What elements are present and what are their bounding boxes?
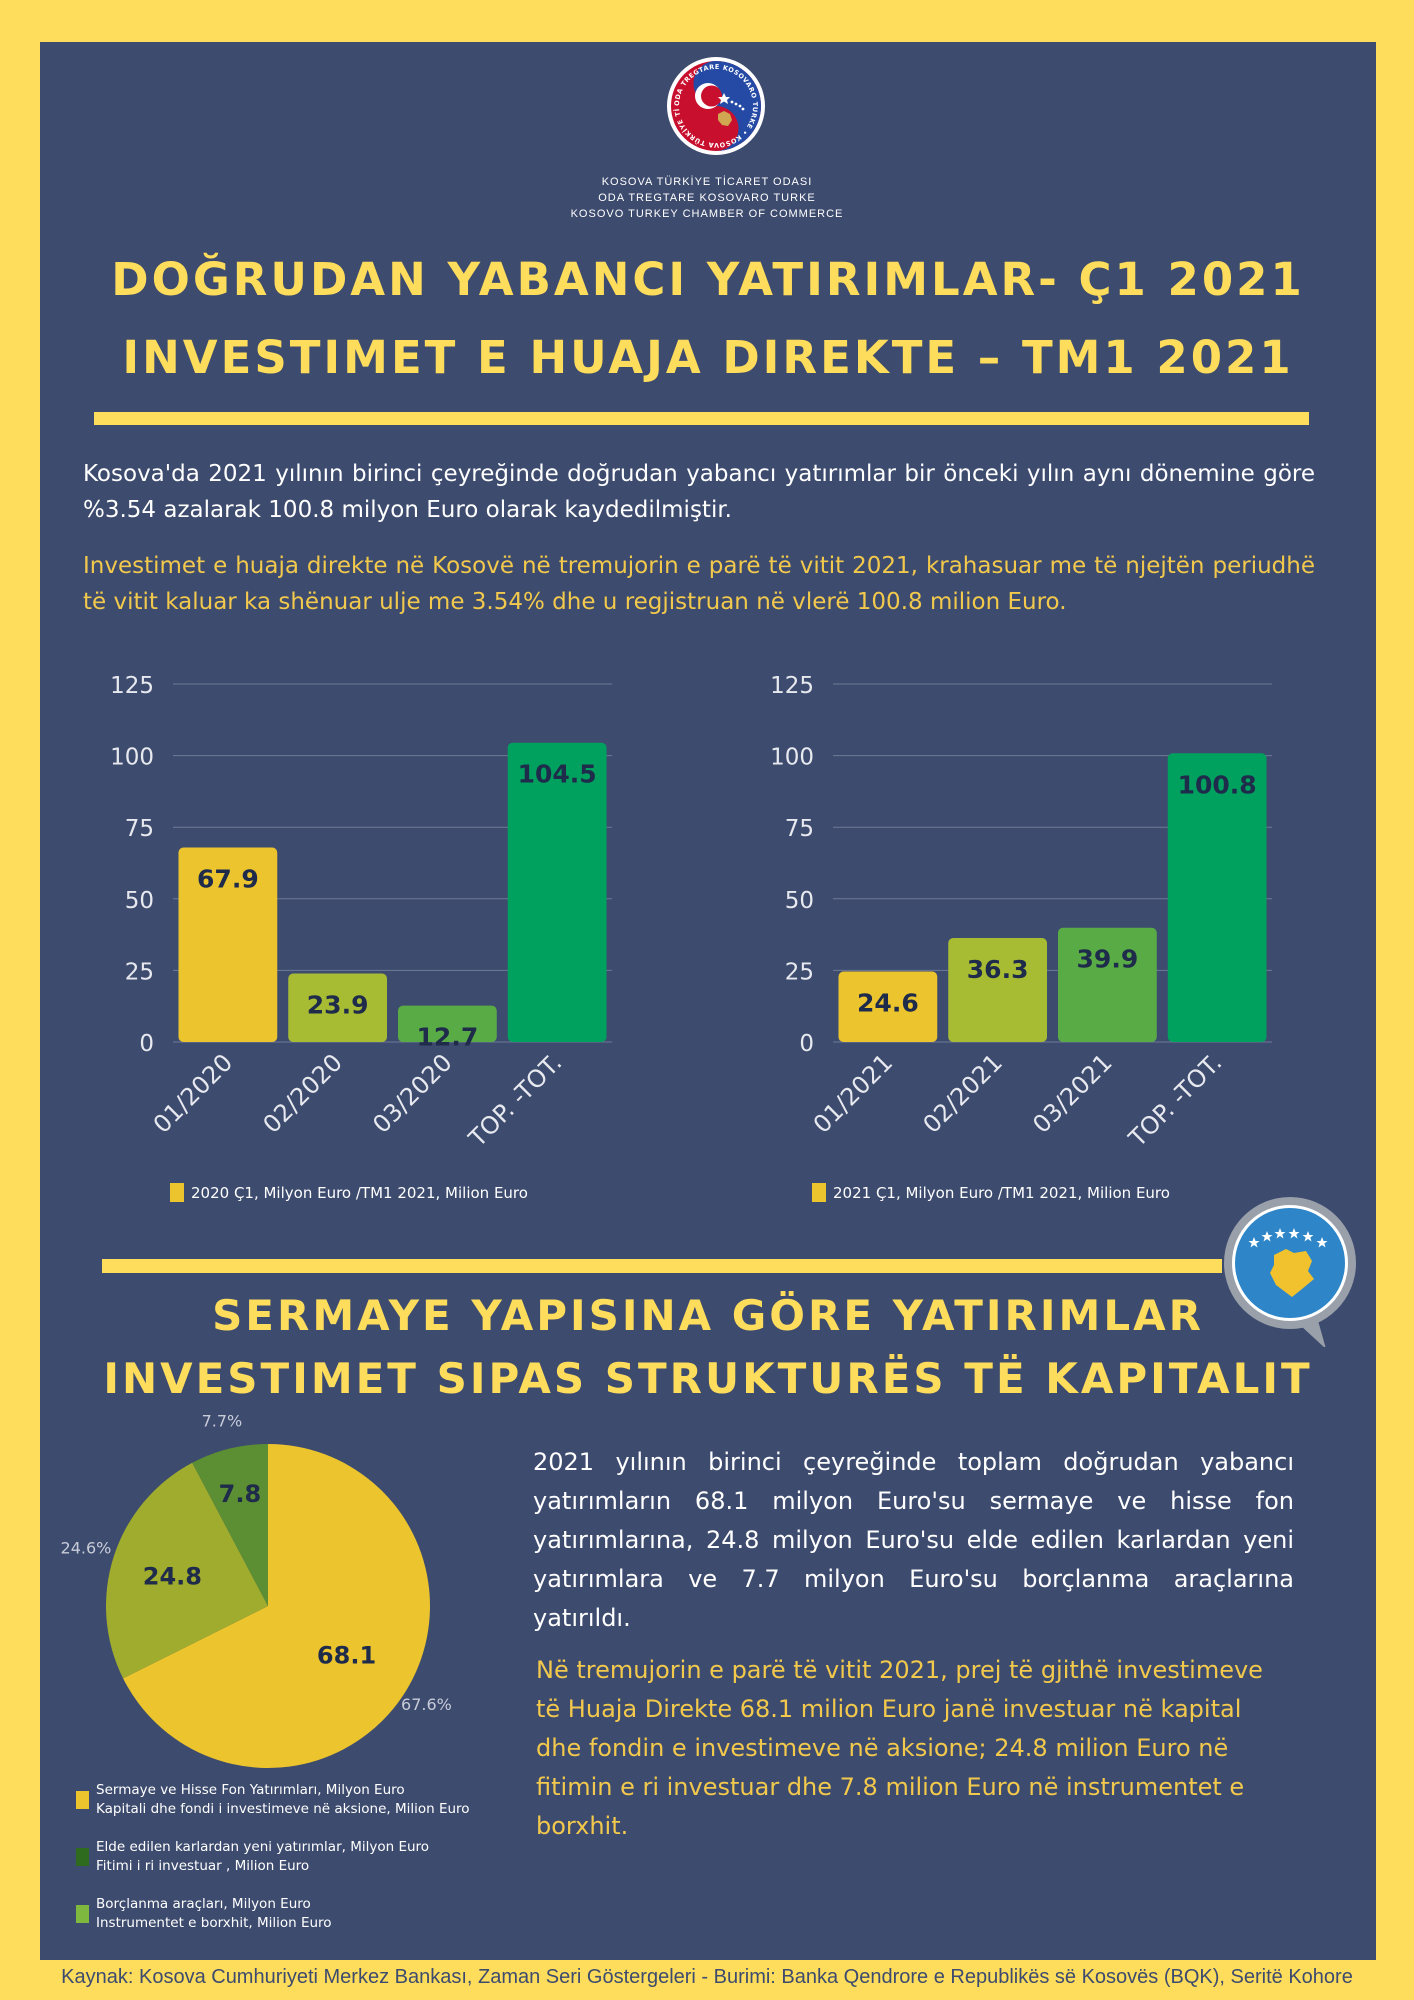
bar-value-label: 36.3 [966, 955, 1029, 985]
main-title-sq: INVESTIMET E HUAJA DIREKTE – TM1 2021 [122, 331, 1294, 384]
y-tick-label: 50 [124, 887, 154, 914]
y-tick-label: 25 [124, 959, 154, 986]
y-tick-label: 100 [110, 744, 154, 771]
y-tick-label: 100 [770, 744, 814, 771]
pie-percent-label: 67.6% [401, 1694, 452, 1714]
pie-legend-item-reinvested [76, 1838, 429, 1876]
org-name-en: KOSOVO TURKEY CHAMBER OF COMMERCE [570, 208, 844, 220]
intro-text-sq: Investimet e huaja direkte në Kosovë në tremujorin e parë të vitit 2021, krahasuar me të njejtën periudhë të vitit kaluar ka shënuar ulje me 3.54% dhe u regjistruan në vlerë 100.8 milion Euro. [83, 553, 1315, 615]
pie-percent-label: 24.6% [60, 1538, 112, 1558]
y-tick-label: 25 [784, 959, 814, 986]
section-title-tr: SERMAYE YAPISINA GÖRE YATIRIMLAR [212, 1291, 1204, 1340]
pie-chart-capital-structure [40, 1410, 500, 1770]
pie-percent-label: 7.7% [201, 1411, 243, 1431]
source-footer: Kaynak: Kosova Cumhuriyeti Merkez Bankası, Zaman Seri Göstergeleri - Burimi: Banka Qendrore e Republikës së Kosovës (BQK), Seritë Kohore [61, 1966, 1353, 1988]
intro-text-tr: Kosova'da 2021 yılının birinci çeyreğinde doğrudan yabancı yatırımlar bir önceki yılın aynı dönemine göre %3.54 azalarak 100.8 milyon Euro olarak kaydedilmiştir. [83, 461, 1315, 523]
legend-swatch [812, 1183, 826, 1202]
x-tick-label: 02/2021 [917, 1048, 1008, 1139]
pie-legend-label: Fitimi i ri investuar , Milion Euro [96, 1858, 310, 1874]
title-underline [94, 412, 1309, 425]
x-tick-label: 01/2020 [147, 1048, 239, 1139]
bar-value-label: 23.9 [306, 990, 369, 1020]
x-tick-label: 03/2020 [367, 1048, 458, 1139]
chart1-legend [170, 1183, 528, 1202]
bar [948, 938, 1047, 1042]
org-name-tr: KOSOVA TÜRKİYE TİCARET ODASI [601, 176, 813, 188]
pie-legend-label: Borçlanma araçları, Milyon Euro [96, 1896, 311, 1912]
y-tick-label: 75 [124, 816, 154, 843]
chart1-legend-label: 2020 Ç1, Milyon Euro /TM1 2021, Milion Euro [191, 1183, 528, 1202]
y-tick-label: 50 [784, 887, 814, 914]
bar-value-label: 100.8 [1177, 770, 1257, 800]
legend-swatch [76, 1905, 89, 1923]
x-tick-label: TOP. -TOT. [1123, 1048, 1228, 1153]
y-tick-label: 0 [799, 1031, 814, 1057]
legend-swatch [76, 1848, 89, 1866]
section-divider [102, 1259, 1222, 1273]
chart2-legend-label: 2021 Ç1, Milyon Euro /TM1 2021, Milion Euro [833, 1183, 1170, 1202]
bar-value-label: 67.9 [197, 864, 259, 894]
pie-value-label: 7.8 [218, 1479, 262, 1508]
bar-chart-2021 [750, 660, 1310, 1180]
pie-legend-label: Sermaye ve Hisse Fon Yatırımları, Milyon Euro [96, 1782, 405, 1798]
chart2-legend [812, 1183, 1170, 1202]
pie-legend-item-equity [76, 1781, 470, 1819]
section-text-sq: Në tremujorin e parë të vitit 2021, prej të gjithë investimeve të Huaja Direkte 68.1 milion Euro janë investuar në kapital dhe fondin e investimeve në aksione; 24.8 milion Euro në fitimin e ri investuar dhe 7.8 milion Euro në instrumentet e borxhit. [536, 1656, 1263, 1840]
pie-legend-label: Instrumentet e borxhit, Milion Euro [96, 1915, 332, 1931]
x-tick-label: TOP. -TOT. [463, 1048, 568, 1153]
pie-value-label: 24.8 [142, 1562, 202, 1591]
logo-ring-text: ODA TREGTARE KOSOVARO TURKE • KOSOVA TÜRKİYE Tİ [672, 62, 760, 150]
pie-legend-item-debt [76, 1895, 332, 1933]
pie-legend-label: Elde edilen karlardan yeni yatırımlar, Milyon Euro [96, 1839, 430, 1855]
legend-swatch [76, 1791, 89, 1809]
x-tick-label: 02/2020 [257, 1048, 348, 1139]
bar-value-label: 39.9 [1076, 944, 1139, 974]
x-tick-label: 01/2021 [807, 1048, 899, 1139]
bar-value-label: 24.6 [857, 988, 919, 1018]
pie-legend-label: Kapitali dhe fondi i investimeve në aksione, Milion Euro [96, 1801, 470, 1817]
y-tick-label: 125 [110, 673, 154, 699]
main-title-tr: DOĞRUDAN YABANCI YATIRIMLAR- Ç1 2021 [111, 253, 1305, 306]
section-text-tr: 2021 yılının birinci çeyreğinde toplam doğrudan yabancı yatırımların 68.1 milyon Euro'su sermaye ve hisse fon yatırımlarına, 24.8 milyon Euro'su elde edilen karlardan yeni yatırımlara ve 7.7 milyon Euro'su borçlanma araçlarına yatırıldı. [533, 1448, 1294, 1632]
legend-swatch [170, 1183, 184, 1202]
section-title-sq: INVESTIMET SIPAS STRUKTURËS TË KAPITALIT [103, 1354, 1313, 1403]
chamber-logo [666, 56, 766, 156]
pie-value-label: 68.1 [316, 1641, 377, 1670]
y-tick-label: 75 [784, 816, 814, 843]
y-tick-label: 125 [770, 673, 814, 699]
bar-chart-2020 [90, 660, 650, 1180]
bar-value-label: 12.7 [416, 1022, 479, 1052]
org-name-sq: ODA TREGTARE KOSOVARO TURKE [598, 192, 816, 204]
y-tick-label: 0 [139, 1031, 154, 1057]
x-tick-label: 03/2021 [1027, 1048, 1118, 1139]
bar-value-label: 104.5 [517, 759, 597, 789]
